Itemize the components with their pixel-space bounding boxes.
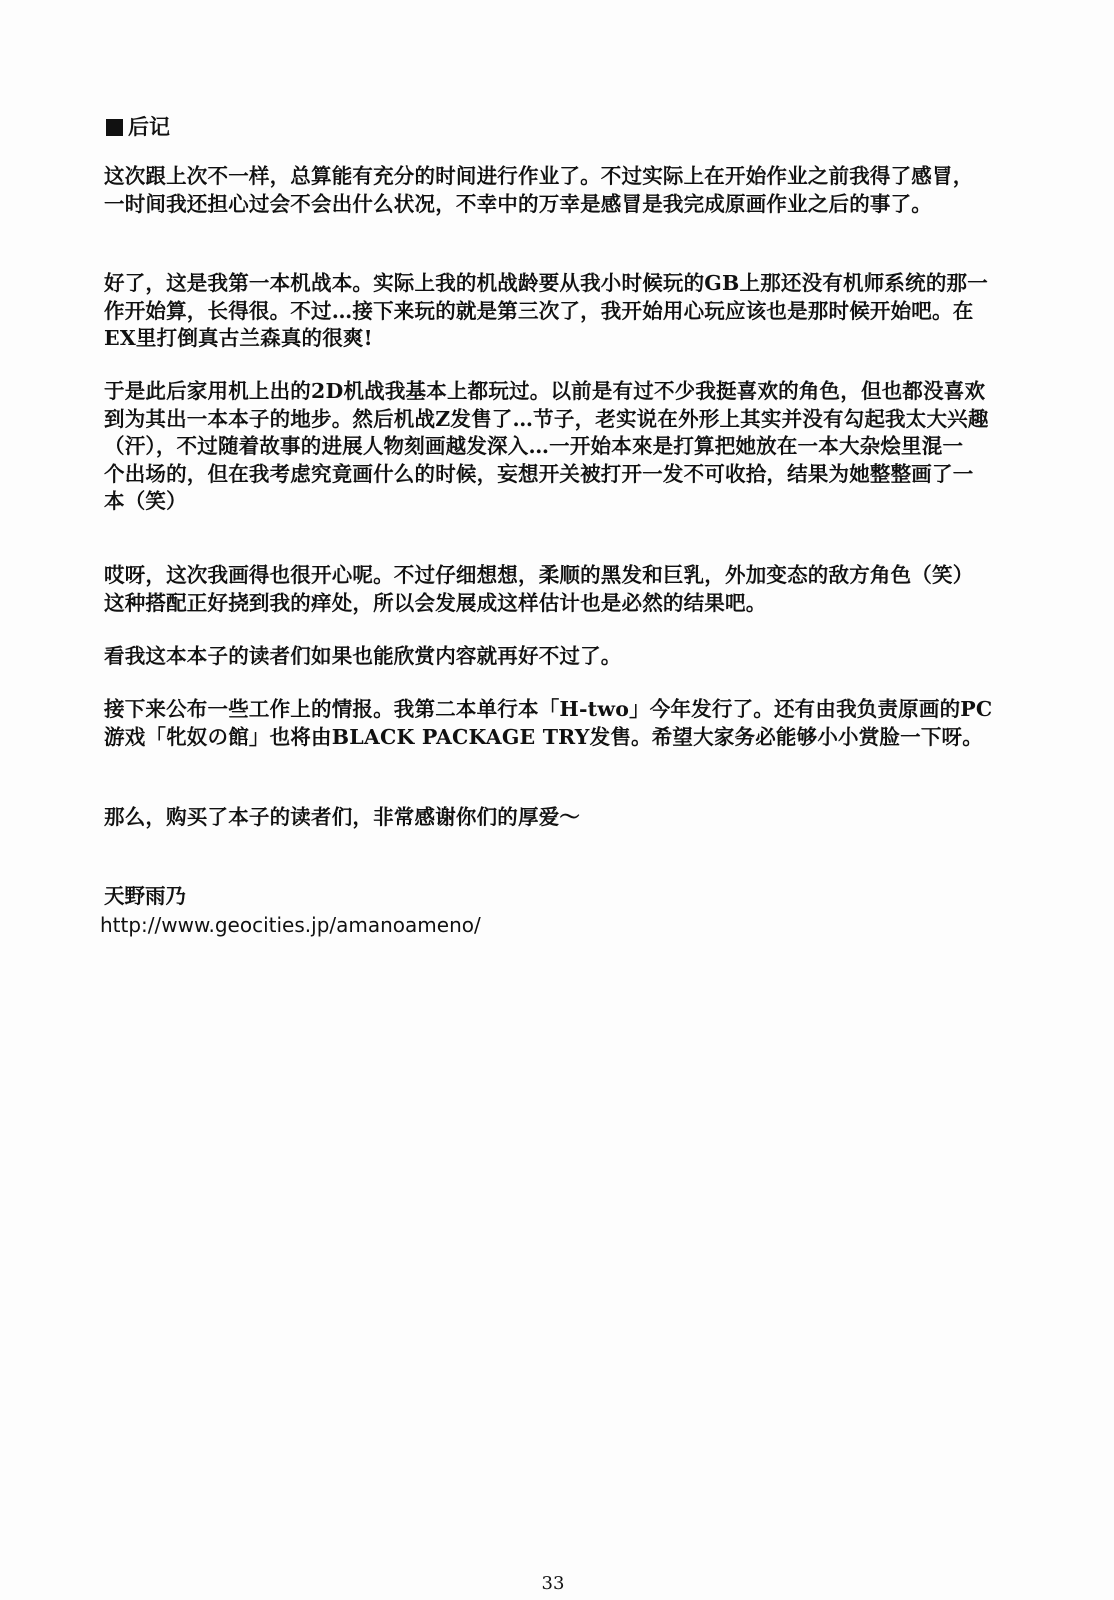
black-square-icon xyxy=(106,119,123,136)
paragraph-line: 看我这本本子的读者们如果也能欣赏内容就再好不过了。 xyxy=(104,644,622,668)
paragraph-5 xyxy=(104,643,1029,671)
paragraph-line: 于是此后家用机上出的2D机战我基本上都玩过。以前是有过不少我挺喜欢的角色，但也都没喜欢 xyxy=(104,379,986,403)
author-url: http://www.geocities.jp/amanoameno/ xyxy=(100,913,481,937)
paragraph-1 xyxy=(104,163,1029,218)
paragraph-7 xyxy=(104,804,1029,832)
paragraph-6 xyxy=(104,696,1029,751)
page-number: 33 xyxy=(541,1573,565,1594)
paragraph-line: （汗），不过随着故事的进展人物刻画越发深入…一开始本來是打算把她放在一本大杂烩里混一 xyxy=(104,434,964,458)
paragraph-line: 作开始算，长得很。不过…接下来玩的就是第三次了，我开始用心玩应该也是那时候开始吧。在 xyxy=(104,298,974,323)
paragraph-line: 那么，购买了本子的读者们，非常感谢你们的厚爱～ xyxy=(104,805,581,829)
paragraph-line: 接下来公布一些工作上的情报。我第二本单行本「H-two」今年发行了。还有由我负责原画的PC xyxy=(104,697,993,721)
paragraph-line: 好了，这是我第一本机战本。实际上我的机战龄要从我小时候玩的GB上那还没有机师系统的那一 xyxy=(104,271,988,295)
paragraph-line: 一时间我还担心过会不会出什么状况，不幸中的万幸是感冒是我完成原画作业之后的事了。 xyxy=(104,191,932,216)
paragraph-4 xyxy=(104,562,1029,617)
paragraph-line: 本（笑） xyxy=(104,489,187,513)
paragraph-2 xyxy=(104,270,1029,353)
paragraph-line: 游戏「牝奴の館」也将由BLACK PACKAGE TRY发售。希望大家务必能够小小赏脸一下呀。 xyxy=(104,724,983,749)
afterword-heading xyxy=(106,113,170,141)
paragraph-3 xyxy=(104,378,1029,516)
paragraph-line: 这次跟上次不一样，总算能有充分的时间进行作业了。不过实际上在开始作业之前我得了感冒， xyxy=(104,164,974,188)
author-signature: 天野雨乃 xyxy=(104,884,186,908)
page-number-container xyxy=(0,1573,1114,1595)
paragraph-line: 这种搭配正好挠到我的痒处，所以会发展成这样估计也是必然的结果吧。 xyxy=(104,590,767,615)
paragraph-line: 个出场的，但在我考虑究竟画什么的时候，妄想开关被打开一发不可收拾，结果为她整整画了一 xyxy=(104,461,974,486)
paragraph-line: EX里打倒真古兰森真的很爽! xyxy=(104,326,373,350)
heading-text: 后记 xyxy=(128,114,170,139)
paragraph-line: 哎呀，这次我画得也很开心呢。不过仔细想想，柔顺的黑发和巨乳，外加变态的敌方角色（笑） xyxy=(104,563,974,587)
paragraph-line: 到为其出一本本子的地步。然后机战Z发售了…节子，老实说在外形上其实并没有勾起我太大兴趣 xyxy=(104,406,989,431)
